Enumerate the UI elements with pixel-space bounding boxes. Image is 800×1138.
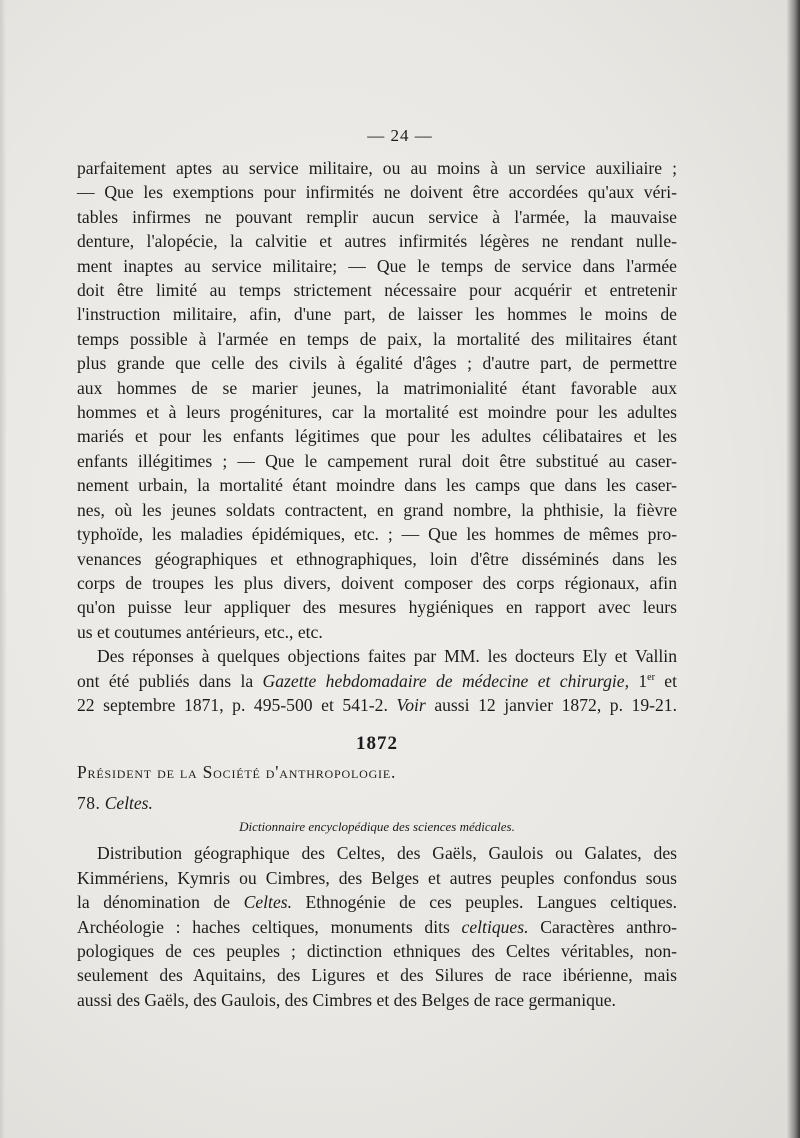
year-heading: 1872 bbox=[356, 733, 398, 755]
text-line: Distribution géographique des Celtes, des Gaëls, Gaulois ou Galates, des bbox=[97, 843, 677, 864]
text-line: denture, l'alopécie, la calvitie et autres infirmités légères ne rendant nulle- bbox=[77, 231, 677, 252]
text-line: enfants illégitimes ; — Que le campement rural doit être substitué au caser- bbox=[77, 450, 677, 471]
text-fragment: aussi 12 janvier 1872, p. 19-21. bbox=[425, 694, 677, 715]
section-heading: Président de la Société d'anthropologie. bbox=[77, 762, 397, 783]
text-line: pologiques de ces peuples ; dictinction ethniques des Celtes véritables, non- bbox=[77, 940, 677, 961]
text-line: parfaitement aptes au service militaire, ou au moins à un service auxiliaire ; bbox=[77, 158, 677, 178]
text-line: l'instruction militaire, afin, d'une part, de laisser les hommes le moins de bbox=[77, 304, 677, 325]
entry-source: Dictionnaire encyclopédique des sciences médicales. bbox=[239, 819, 515, 835]
page-binding-shadow bbox=[786, 0, 800, 1138]
text-line: mariés et pour les enfants légitimes que pour les adultes célibataires et les bbox=[77, 426, 677, 447]
page-left-edge bbox=[0, 0, 6, 1138]
page-body bbox=[77, 156, 677, 1012]
text-line bbox=[77, 915, 677, 939]
text-line: tables infirmes ne pouvant remplir aucun service à l'armée, la mauvaise bbox=[77, 206, 677, 227]
entry-title-line bbox=[77, 789, 677, 817]
text-line: aux hommes de se marier jeunes, la matrimonialité étant favorable aux bbox=[77, 377, 677, 398]
text-line: Des réponses à quelques objections faites par MM. les docteurs Ely et Vallin bbox=[97, 646, 677, 667]
text-line: plus grande que celle des civils à égalité d'âges ; d'autre part, de permettre bbox=[77, 353, 677, 374]
entry-number: 78. bbox=[77, 793, 101, 814]
text-line: ment inaptes au service militaire; — Que le temps de service dans l'armée bbox=[77, 255, 677, 276]
text-line: doit être limité au temps strictement nécessaire pour acquérir et entretenir bbox=[77, 280, 677, 301]
italic-word: celtiques. bbox=[461, 916, 529, 937]
journal-title: Gazette hebdomadaire de médecine et chirurgie, bbox=[262, 670, 630, 691]
text-line: nes, où les jeunes soldats contractent, en grand nombre, la phthisie, la fièvre bbox=[77, 499, 677, 520]
superscript: er bbox=[647, 671, 655, 683]
text-fragment: ont été publiés dans la bbox=[77, 670, 263, 691]
text-line: temps possible à l'armée en temps de paix, la mortalité des militaires étant bbox=[77, 328, 677, 349]
text-line: corps de troupes les plus divers, doivent composer des corps régionaux, afin bbox=[77, 572, 677, 593]
text-fragment: la dénomination de bbox=[77, 892, 244, 913]
paragraph-military-service bbox=[77, 156, 677, 644]
page-number: — 24 — bbox=[367, 126, 433, 145]
text-fragment: 1 bbox=[629, 670, 648, 691]
paragraph-references bbox=[77, 644, 677, 717]
text-line bbox=[77, 669, 677, 693]
text-line bbox=[77, 693, 677, 717]
text-line: hommes et à leurs progénitures, car la mortalité est moindre pour les adultes bbox=[77, 402, 677, 423]
text-line: seulement des Aquitains, des Ligures et des Silures de race ibérienne, mais bbox=[77, 965, 677, 986]
paragraph-celtes bbox=[77, 841, 677, 1012]
text-fragment: Archéologie : haches celtiques, monuments dits bbox=[77, 916, 462, 937]
text-line: — Que les exemptions pour infirmités ne doivent être accordées qu'aux véri- bbox=[77, 182, 677, 203]
italic-word: Celtes. bbox=[243, 892, 292, 913]
text-fragment: et bbox=[654, 670, 678, 691]
entry-title: Celtes. bbox=[104, 793, 153, 814]
text-line: nement urbain, la mortalité étant moindre dans les camps que dans les caser- bbox=[77, 475, 677, 496]
text-line bbox=[77, 890, 677, 914]
text-fragment: Caractères anthro- bbox=[528, 916, 677, 937]
italic-word: Voir bbox=[396, 694, 426, 715]
text-fragment: Ethnogénie de ces peuples. Langues celtiques. bbox=[292, 892, 678, 913]
text-line: us et coutumes antérieurs, etc., etc. bbox=[77, 621, 323, 642]
text-line: venances géographiques et ethnographiques, loin d'être disséminés dans les bbox=[77, 548, 677, 569]
text-line: aussi des Gaëls, des Gaulois, des Cimbres et des Belges de race germanique. bbox=[77, 989, 616, 1010]
text-line: qu'on puisse leur appliquer des mesures hygiéniques en rapport avec leurs bbox=[77, 597, 677, 618]
text-fragment: 22 septembre 1871, p. 495-500 et 541-2. bbox=[77, 694, 397, 715]
text-line: typhoïde, les maladies épidémiques, etc. ; — Que les hommes de mêmes pro- bbox=[77, 524, 677, 545]
text-line: Kimmériens, Kymris ou Cimbres, des Belges et autres peuples confondus sous bbox=[77, 867, 677, 888]
